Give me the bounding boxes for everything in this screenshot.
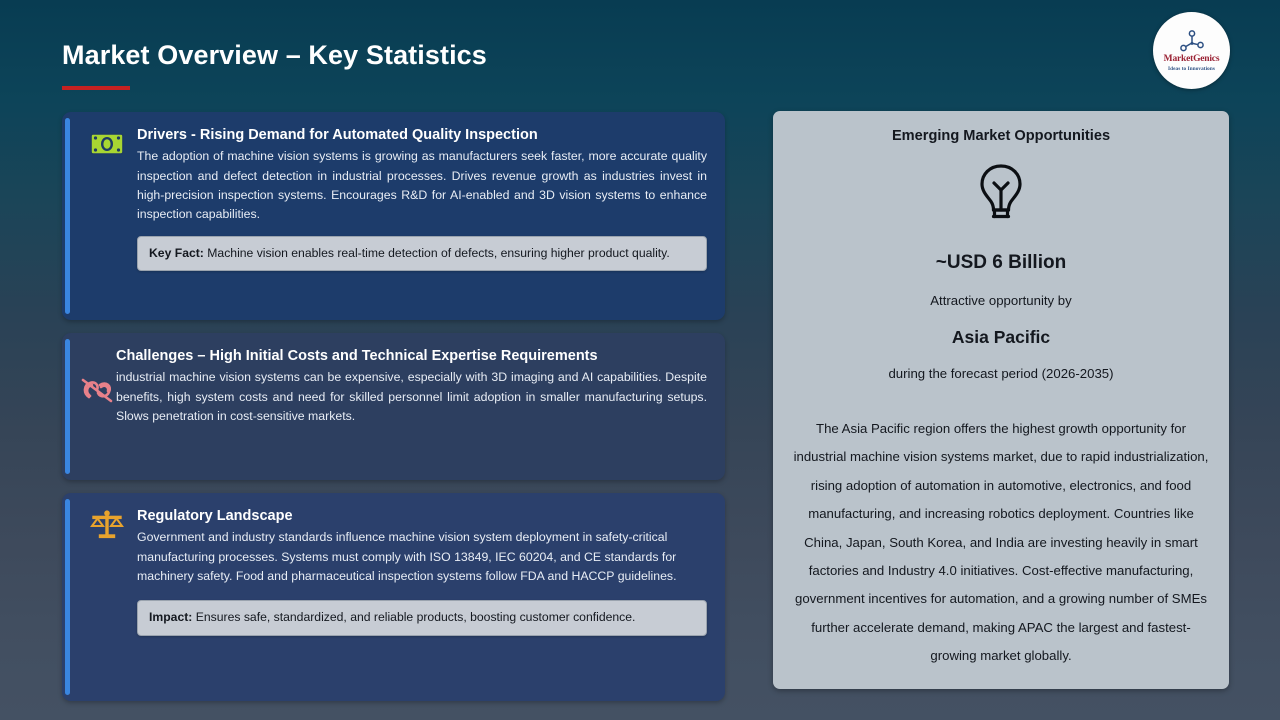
impact-label: Impact: bbox=[149, 610, 193, 625]
page-title: Market Overview – Key Statistics bbox=[62, 40, 487, 70]
brand-logo bbox=[1153, 12, 1230, 89]
card-description: The adoption of machine vision systems is growing as manufacturers seek faster, more accurate quality inspection and defect detection in industrial processes. Drives revenue growth as industries invest in high-precision inspection systems. Encourages R&D for AI-enabled and 3D vision systems to enhance inspection capabilities. bbox=[137, 149, 707, 222]
market-value: ~USD 6 Billion bbox=[935, 252, 1067, 273]
title-underline-rule bbox=[62, 86, 130, 90]
card-drivers[interactable] bbox=[62, 112, 725, 320]
balance-scales-icon bbox=[88, 508, 126, 542]
emerging-opportunities-panel bbox=[773, 111, 1229, 689]
impact-box bbox=[137, 600, 707, 635]
key-fact-box bbox=[137, 236, 707, 271]
card-body bbox=[137, 507, 707, 586]
card-body bbox=[116, 347, 707, 426]
region-name: Asia Pacific bbox=[951, 327, 1051, 347]
lightbulb-icon bbox=[975, 162, 1027, 227]
card-header bbox=[88, 507, 707, 586]
card-description: industrial machine vision systems can be expensive, especially with 3D imaging and AI capabilities. Despite benefits, high system costs and need for skilled personnel limit adoption in smaller manufacturing setups. Slows penetration in cost-sensitive markets. bbox=[116, 370, 707, 423]
logo-name: MarketGenics bbox=[1163, 53, 1220, 64]
money-banknote-icon bbox=[88, 127, 126, 161]
card-title: Regulatory Landscape bbox=[137, 508, 293, 524]
card-title: Challenges – High Initial Costs and Technical Expertise Requirements bbox=[116, 348, 598, 364]
opportunity-subtitle: Attractive opportunity by bbox=[930, 293, 1072, 308]
logo-tagline: Ideas to Innovations bbox=[1168, 65, 1215, 72]
insight-cards-column bbox=[62, 112, 725, 714]
panel-title: Emerging Market Opportunities bbox=[891, 128, 1111, 144]
key-fact-label: Key Fact: bbox=[149, 245, 204, 260]
panel-paragraph: The Asia Pacific region offers the highest growth opportunity for industrial machine vision systems market, due to rapid industrialization, rising adoption of automation in automotive, electronics, and food manufacturing, and increasing robotics deployment. Countries like China, Japan, South Korea, and India are investing heavily in smart factories and Industry 4.0 initiatives. Cost-effective manufacturing, government incentives for automation, and a growing number of SMEs further accelerate demand, making APAC the largest and fastest-growing market globally. bbox=[793, 421, 1209, 663]
key-fact-text: Machine vision enables real-time detection of defects, ensuring higher product quality. bbox=[207, 245, 670, 260]
card-body bbox=[137, 126, 707, 225]
card-header bbox=[88, 126, 707, 225]
forecast-period: during the forecast period (2026-2035) bbox=[888, 366, 1114, 381]
card-regulatory[interactable] bbox=[62, 493, 725, 701]
card-title: Drivers - Rising Demand for Automated Quality Inspection bbox=[137, 127, 538, 143]
card-header bbox=[88, 347, 707, 426]
network-nodes-icon bbox=[1179, 30, 1205, 54]
broken-link-icon bbox=[76, 371, 116, 411]
impact-text: Ensures safe, standardized, and reliable products, boosting customer confidence. bbox=[195, 610, 636, 625]
card-challenges[interactable] bbox=[62, 333, 725, 480]
card-description: Government and industry standards influence machine vision system deployment in safety-critical manufacturing processes. Systems must comply with ISO 13849, IEC 60204, and CE standards for machinery safety. Food and pharmaceutical inspection systems follow FDA and HACCP guidelines. bbox=[137, 530, 677, 583]
